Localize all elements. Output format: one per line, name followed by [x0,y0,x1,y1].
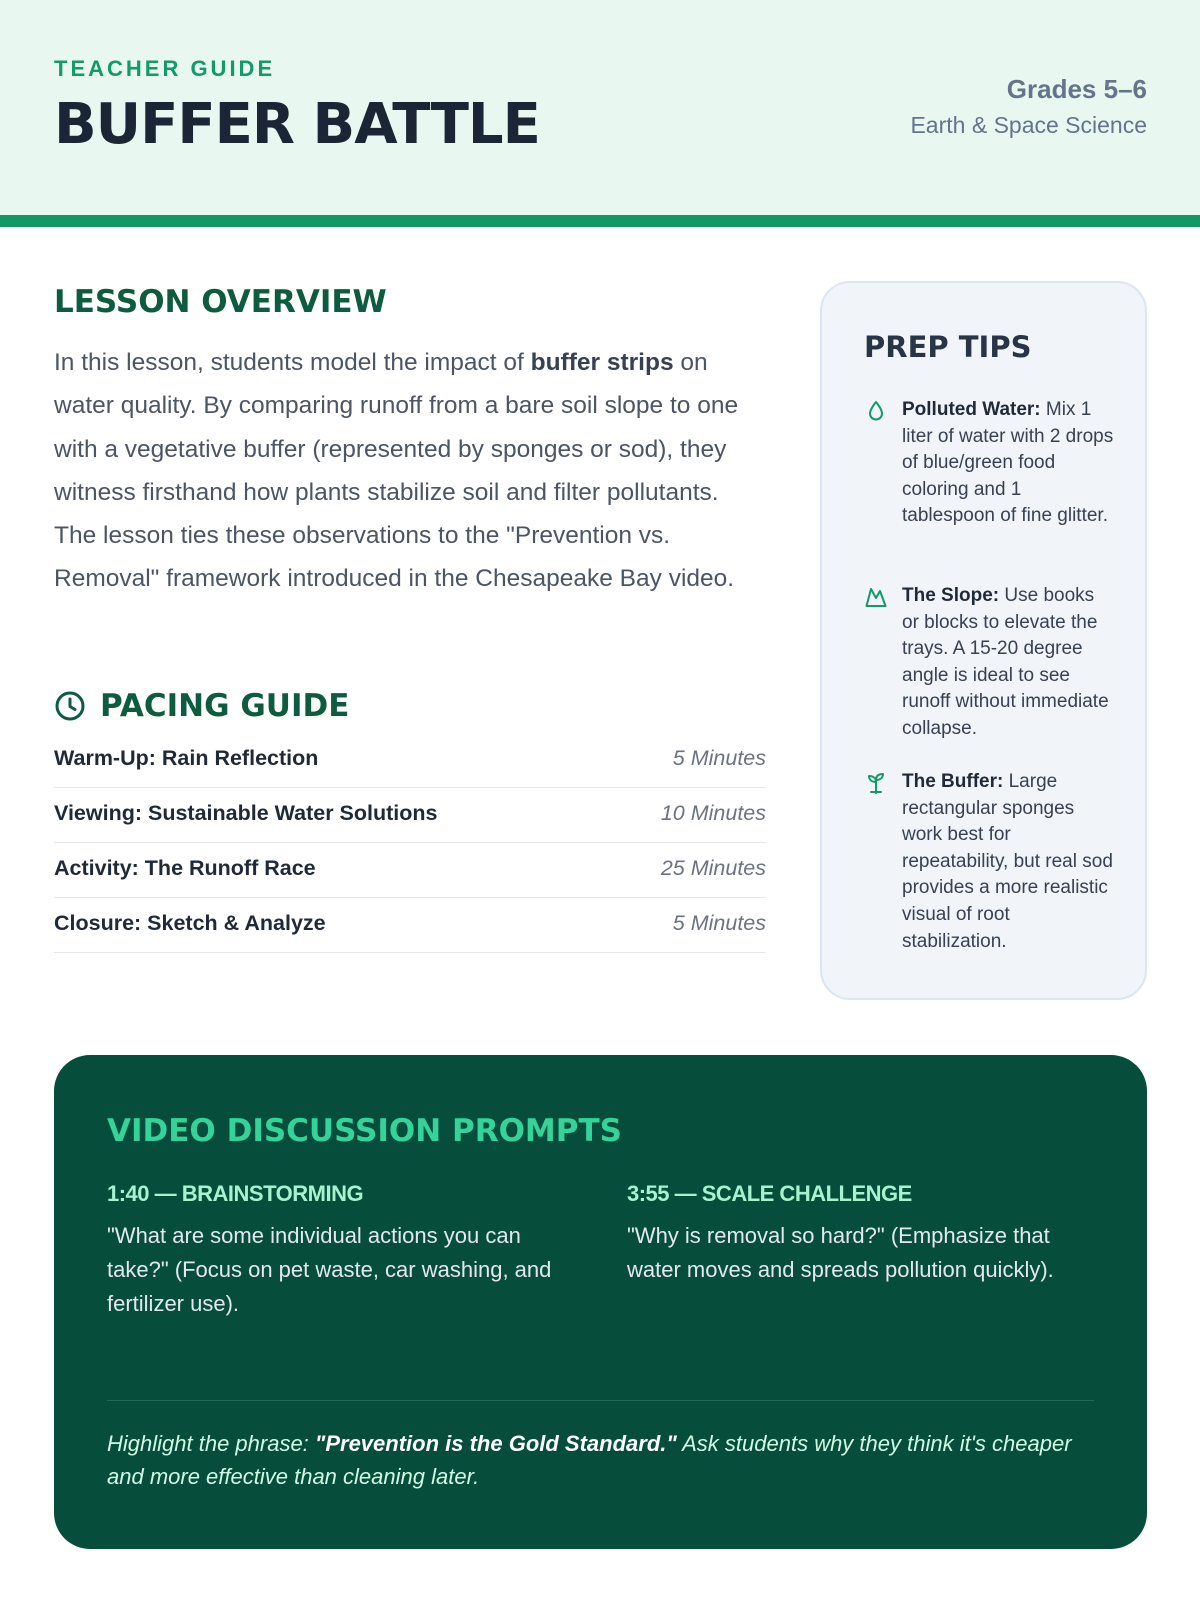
overview-heading: LESSON OVERVIEW [54,284,387,320]
pacing-row [54,788,766,843]
pacing-header [54,688,349,724]
pacing-duration: 25 Minutes [660,856,766,880]
prep-tip-text: The Slope: Use books or blocks to elevate the trays. A 15-20 degree angle is ideal to see runoff without immediate collapse. [902,585,1109,739]
header-divider [0,215,1200,227]
pacing-row [54,843,766,898]
video-prompt-text: "Why is removal so hard?" (Emphasize that water moves and spreads pollution quickly). [627,1223,1054,1282]
video-prompt [107,1181,567,1321]
sprout-icon [864,771,888,795]
video-highlight-note: Highlight the phrase: "Prevention is the Gold Standard." Ask students why they think it's cheaper and more effective than cleaning later. [107,1431,1072,1489]
subject-label: Earth & Space Science [910,112,1147,138]
prep-tip-text: The Buffer: Large rectangular sponges work best for repeatability, but real sod provides a more realistic visual of root stabilization. [902,771,1113,952]
pacing-row [54,733,766,788]
video-prompt-timestamp: 3:55 — SCALE CHALLENGE [627,1181,912,1206]
pacing-duration: 5 Minutes [672,746,766,770]
prep-tip [864,769,1114,955]
prep-tip [864,583,1114,743]
video-prompt [627,1181,1087,1287]
overview-paragraph: In this lesson, students model the impact of buffer strips on water quality. By comparing runoff from a bare soil slope to one with a vegetative buffer (represented by sponges or sod), they witness firsthand how plants stabilize soil and filter pollutants. The lesson ties these observations to the "Prevention vs. Removal" framework introduced in the Chesapeake Bay video. [54,349,739,593]
document-eyebrow: TEACHER GUIDE [54,56,276,81]
prep-tips-heading: PREP TIPS [864,330,1032,364]
highlight-phrase: "Prevention is the Gold Standard." [314,1431,677,1456]
pacing-activity: Warm-Up: Rain Reflection [54,746,319,770]
video-divider [107,1400,1094,1401]
buffer-strips-emphasis: buffer strips [530,349,674,376]
video-prompts-panel [54,1055,1147,1549]
pacing-row [54,898,766,953]
prep-tips-panel [820,281,1147,1000]
header [0,0,1200,215]
grade-level: Grades 5–6 [1006,74,1147,104]
pacing-list [54,733,766,953]
pacing-duration: 10 Minutes [660,801,766,825]
pacing-activity: Activity: The Runoff Race [54,856,316,880]
video-prompt-text: "What are some individual actions you can take?" (Focus on pet waste, car washing, and fertilizer use). [107,1223,552,1316]
pacing-activity: Closure: Sketch & Analyze [54,911,326,935]
prep-tip [864,397,1114,530]
video-prompt-timestamp: 1:40 — BRAINSTORMING [107,1181,364,1206]
clock-icon [54,690,86,722]
pacing-heading: PACING GUIDE [100,688,350,724]
droplet-icon [864,399,888,423]
prep-tip-text: Polluted Water: Mix 1 liter of water with 2 drops of blue/green food coloring and 1 tablespoon of fine glitter. [902,399,1114,527]
video-prompts-heading: VIDEO DISCUSSION PROMPTS [107,1113,622,1149]
pacing-duration: 5 Minutes [672,911,766,935]
mountain-icon [864,585,888,609]
page-title: BUFFER BATTLE [54,92,540,157]
pacing-activity: Viewing: Sustainable Water Solutions [54,801,438,825]
